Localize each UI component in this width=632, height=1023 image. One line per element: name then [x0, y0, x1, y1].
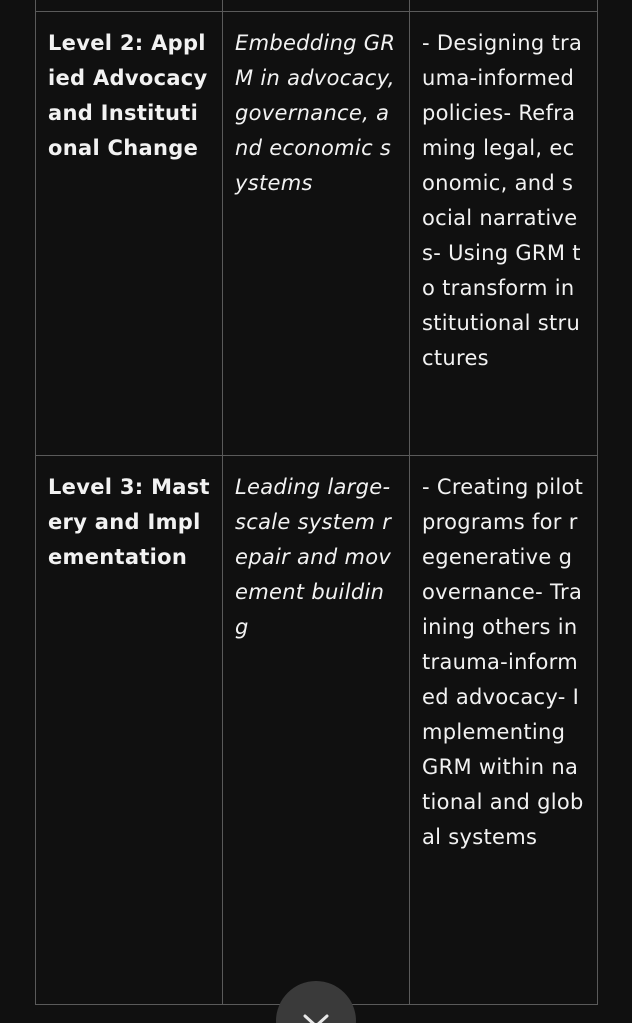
levels-table	[35, 0, 598, 1005]
table-row-previous-stub	[36, 0, 598, 12]
chevron-down-icon	[302, 1013, 330, 1023]
level-cell: Level 2: Applied Advocacy and Institutional Change	[36, 12, 223, 456]
focus-cell: Embedding GRM in advocacy, governance, and economic systems	[223, 12, 410, 456]
table-row	[36, 456, 598, 1005]
activities-cell: - Designing trauma-informed policies- Reframing legal, economic, and social narratives- Using GRM to transform institutional structures	[410, 12, 598, 456]
focus-cell: Leading large-scale system repair and movement building	[223, 456, 410, 1005]
activities-cell: - Creating pilot programs for regenerative governance- Training others in trauma-informed advocacy- Implementing GRM within national and global systems	[410, 456, 598, 1005]
table-row	[36, 12, 598, 456]
levels-table-container	[35, 0, 597, 1005]
level-cell: Level 3: Mastery and Implementation	[36, 456, 223, 1005]
